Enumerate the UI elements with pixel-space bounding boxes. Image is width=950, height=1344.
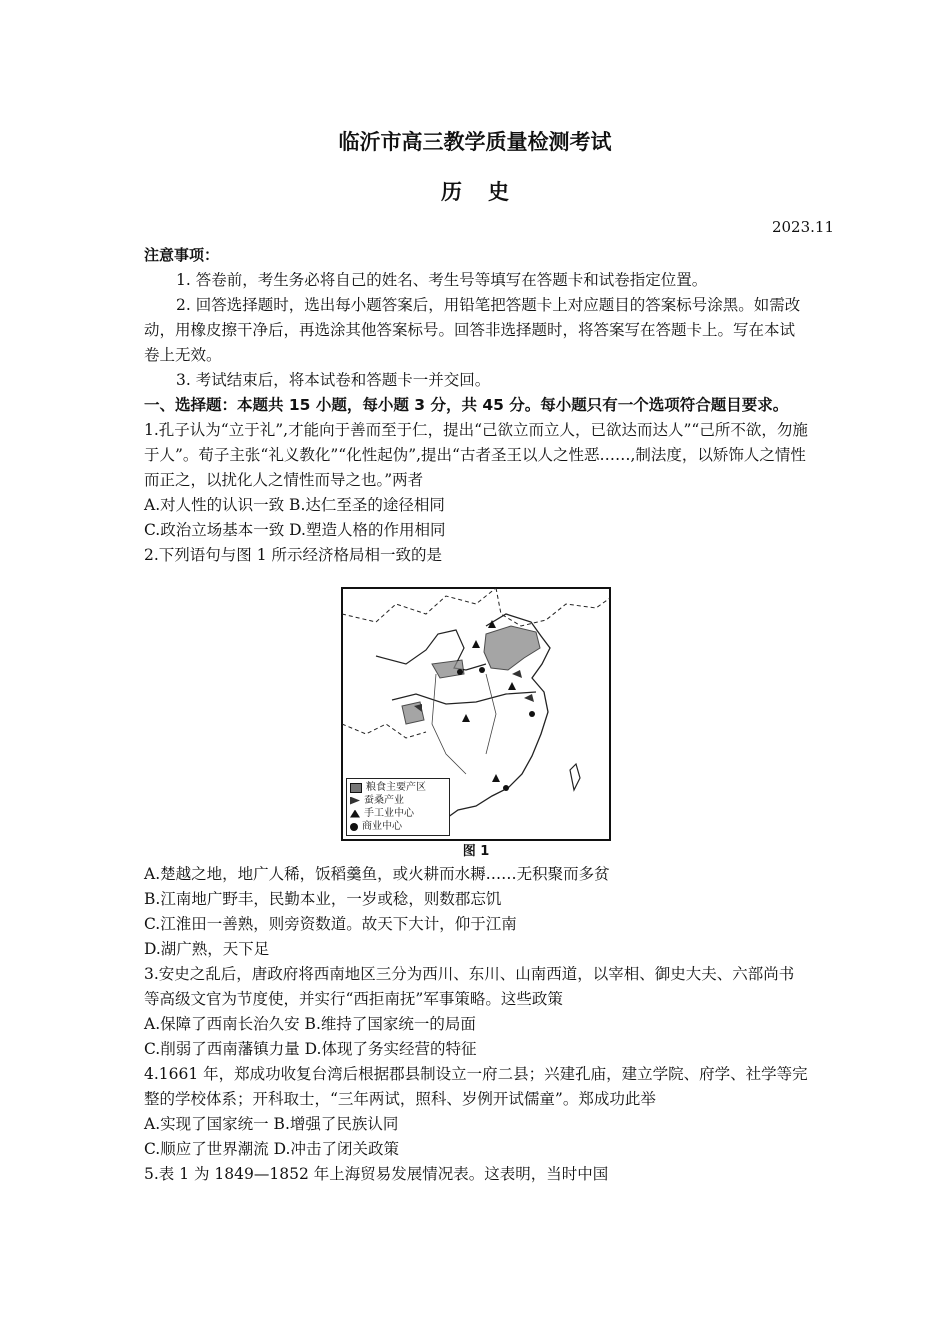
notice-item-1: 1. 答卷前，考生务必将自己的姓名、考生号等填写在答题卡和试卷指定位置。 xyxy=(176,271,708,289)
commerce-dot-icon xyxy=(350,823,358,831)
section-heading: 一、选择题：本题共 15 小题，每小题 3 分，共 45 分。每小题只有一个选项符合题目要求。 xyxy=(144,396,789,414)
question-2-stem: 2.下列语句与图 1 所示经济格局相一致的是 xyxy=(144,546,443,564)
legend-silk-label: 蚕桑产业 xyxy=(364,795,404,806)
question-1-stem: 1.孔子认为“立于礼”,才能向于善而至于仁，提出“己欲立而立人，已欲达而达人”“己所不欲，勿施于人”。荀子主张“礼义教化”“化性起伪”,提出“古者圣王以人之性恶……,制法度，以矫饰人之情性而正之，以扰化人之情性而导之也。”两者 xyxy=(144,421,808,489)
exam-date: 2023.11 xyxy=(771,218,834,236)
legend-handicraft xyxy=(350,807,446,820)
grain-area-icon xyxy=(350,783,362,793)
question-1-options-cd: C.政治立场基本一致 D.塑造人格的作用相同 xyxy=(144,521,446,539)
legend-grain-label: 粮食主要产区 xyxy=(366,782,426,793)
question-2-option-a: A.楚越之地，地广人稀，饭稻羹鱼，或火耕而水耨……无积聚而多贫 xyxy=(144,865,610,883)
legend-commerce xyxy=(350,820,446,833)
question-3-stem: 3.安史之乱后，唐政府将西南地区三分为西川、东川、山南西道，以宰相、御史大夫、六部尚书等高级文官为节度使，并实行“西拒南抚”军事策略。这些政策 xyxy=(144,965,795,1008)
figure-1-map xyxy=(336,574,616,842)
legend-handicraft-label: 手工业中心 xyxy=(364,808,414,819)
question-2-option-c: C.江淮田一善熟，则旁资数道。故天下大计，仰于江南 xyxy=(144,915,517,933)
question-3-options-ab: A.保障了西南长治久安 B.维持了国家统一的局面 xyxy=(144,1015,476,1033)
exam-content xyxy=(144,243,808,1187)
question-2-option-d: D.湖广熟，天下足 xyxy=(144,940,270,958)
question-5-stem: 5.表 1 为 1849—1852 年上海贸易发展情况表。这表明，当时中国 xyxy=(144,1165,609,1183)
question-1-options-ab: A.对人性的认识一致 B.达仁至圣的途径相同 xyxy=(144,496,445,514)
notice-heading: 注意事项： xyxy=(144,246,220,264)
exam-title: 临沂市高三教学质量检测考试 xyxy=(338,130,612,154)
notice-item-2: 2. 回答选择题时，选出每小题答案后，用铅笔把答题卡上对应题目的答案标号涂黑。如需改动，用橡皮擦干净后，再选涂其他答案标号。回答非选择题时，将答案写在答题卡上。写在本试卷上无效。 xyxy=(144,296,801,364)
legend-grain xyxy=(350,781,446,794)
handicraft-triangle-icon xyxy=(350,810,360,818)
map-legend xyxy=(346,778,450,836)
question-4-stem: 4.1661 年，郑成功收复台湾后根据郡县制设立一府二县；兴建孔庙，建立学院、府学、社学等完整的学校体系；开科取士，“三年两试，照科、岁例开试儒童”。郑成功此举 xyxy=(144,1065,808,1108)
exam-subject: 历史 xyxy=(441,180,535,204)
legend-commerce-label: 商业中心 xyxy=(362,821,402,832)
silk-icon xyxy=(350,797,360,805)
question-2-option-b: B.江南地广野丰，民勤本业，一岁或稔，则数郡忘饥 xyxy=(144,890,502,908)
legend-silk xyxy=(350,794,446,807)
question-3-options-cd: C.削弱了西南藩镇力量 D.体现了务实经营的特征 xyxy=(144,1040,477,1058)
question-4-options-ab: A.实现了国家统一 B.增强了民族认同 xyxy=(144,1115,399,1133)
figure-1-caption: 图 1 xyxy=(462,844,490,859)
notice-item-3: 3. 考试结束后，将本试卷和答题卡一并交回。 xyxy=(176,371,491,389)
question-4-options-cd: C.顺应了世界潮流 D.冲击了闭关政策 xyxy=(144,1140,399,1158)
